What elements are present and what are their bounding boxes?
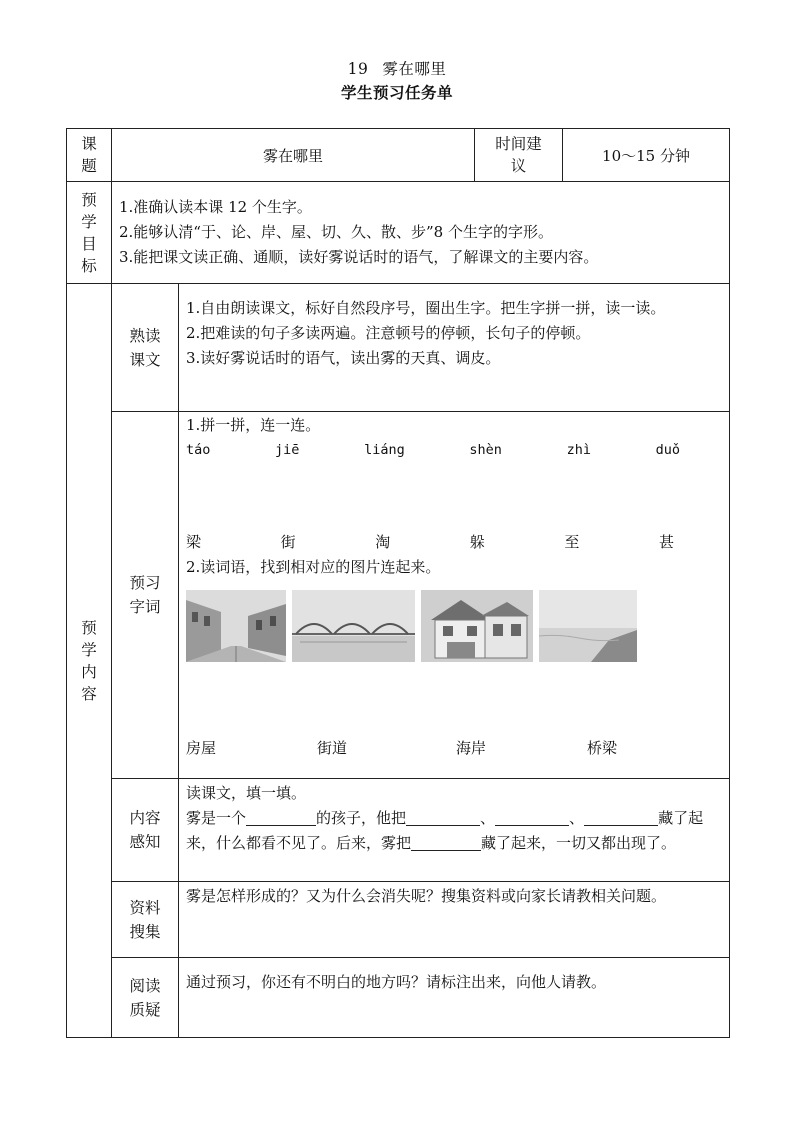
picture-word: 房屋 xyxy=(186,739,217,757)
reading-item: 3.读好雾说话时的语气，读出雾的天真、调皮。 xyxy=(186,349,501,367)
character-row xyxy=(186,530,722,555)
coast-picture xyxy=(539,590,637,662)
research-row xyxy=(67,882,730,958)
comprehension-cell xyxy=(179,779,730,882)
answer-blank[interactable] xyxy=(411,834,481,851)
questions-text: 通过预习，你还有不明白的地方吗？请标注出来，向他人请教。 xyxy=(179,958,730,1038)
character-item: 至 xyxy=(564,533,580,551)
picture-word: 桥梁 xyxy=(587,739,618,757)
time-value: 10～15 分钟 xyxy=(563,129,730,182)
fill-in-sentence: 雾是一个 的孩子，他把 、 、 藏了起来，什么都看不见了。后来，雾把 藏了起来，一切又都出现了。 xyxy=(186,809,704,852)
pinyin-item: zhì xyxy=(566,442,591,458)
comprehension-label: 内容 感知 xyxy=(112,779,179,882)
reading-item: 1.自由朗读课文，标好自然段序号，圈出生字。把生字拼一拼，读一读。 xyxy=(186,299,666,317)
words-row xyxy=(67,412,730,779)
words-label: 预习 字词 xyxy=(112,412,179,779)
topic-label: 课 题 xyxy=(67,129,112,182)
character-item: 躲 xyxy=(469,533,485,551)
answer-blank[interactable] xyxy=(495,809,569,826)
goals-cell xyxy=(112,182,730,284)
research-label: 资料 搜集 xyxy=(112,882,179,958)
goal-item: 3.能把课文读正确、通顺，读好雾说话时的语气，了解课文的主要内容。 xyxy=(119,248,599,266)
questions-row xyxy=(67,958,730,1038)
content-label: 预 学 内 容 xyxy=(67,284,112,1038)
questions-label: 阅读 质疑 xyxy=(112,958,179,1038)
pinyin-item: jiē xyxy=(275,442,300,458)
answer-blank[interactable] xyxy=(246,809,316,826)
research-text: 雾是怎样形成的？又为什么会消失呢？搜集资料或向家长请教相关问题。 xyxy=(179,882,730,958)
picture-task: 2.读词语，找到相对应的图片连起来。 xyxy=(186,558,441,576)
picture-word-row xyxy=(186,736,722,761)
bridge-picture xyxy=(292,590,415,662)
reading-cell xyxy=(179,284,730,412)
pinyin-item: liáng xyxy=(364,442,405,458)
pinyin-item: táo xyxy=(186,442,211,458)
house-picture xyxy=(421,590,533,662)
reading-label: 熟读 课文 xyxy=(112,284,179,412)
reading-row xyxy=(67,284,730,412)
document-header xyxy=(0,57,794,105)
pinyin-row xyxy=(186,438,722,463)
comprehension-intro: 读课文，填一填。 xyxy=(186,784,307,802)
picture-word: 海岸 xyxy=(456,739,487,757)
reading-item: 2.把难读的句子多读两遍。注意顿号的停顿，长句子的停顿。 xyxy=(186,324,591,342)
goal-item: 2.能够认清“于、论、岸、屋、切、久、散、步”8 个生字的字形。 xyxy=(119,223,553,241)
time-label: 时间建 议 xyxy=(475,129,563,182)
pinyin-item: shèn xyxy=(469,442,502,458)
topic-value: 雾在哪里 xyxy=(112,129,475,182)
comprehension-row xyxy=(67,779,730,882)
lesson-title-line xyxy=(0,57,794,81)
pinyin-item: duǒ xyxy=(655,442,680,458)
character-item: 甚 xyxy=(658,533,674,551)
character-item: 街 xyxy=(280,533,296,551)
words-cell xyxy=(179,412,730,779)
picture-strip xyxy=(186,590,722,662)
pinyin-task: 1.拼一拼，连一连。 xyxy=(186,416,321,434)
lesson-title: 雾在哪里 xyxy=(382,60,447,78)
street-picture xyxy=(186,590,286,662)
subtitle: 学生预习任务单 xyxy=(340,84,453,102)
answer-blank[interactable] xyxy=(406,809,480,826)
topic-row xyxy=(67,129,730,182)
goals-row xyxy=(67,182,730,284)
goals-label: 预 学 目 标 xyxy=(67,182,112,284)
lesson-number: 19 xyxy=(347,60,369,78)
answer-blank[interactable] xyxy=(584,809,658,826)
goal-item: 1.准确认读本课 12 个生字。 xyxy=(119,198,312,216)
character-item: 淘 xyxy=(375,533,391,551)
preview-task-table xyxy=(66,128,730,1038)
character-item: 梁 xyxy=(186,533,202,551)
picture-word: 街道 xyxy=(317,739,348,757)
